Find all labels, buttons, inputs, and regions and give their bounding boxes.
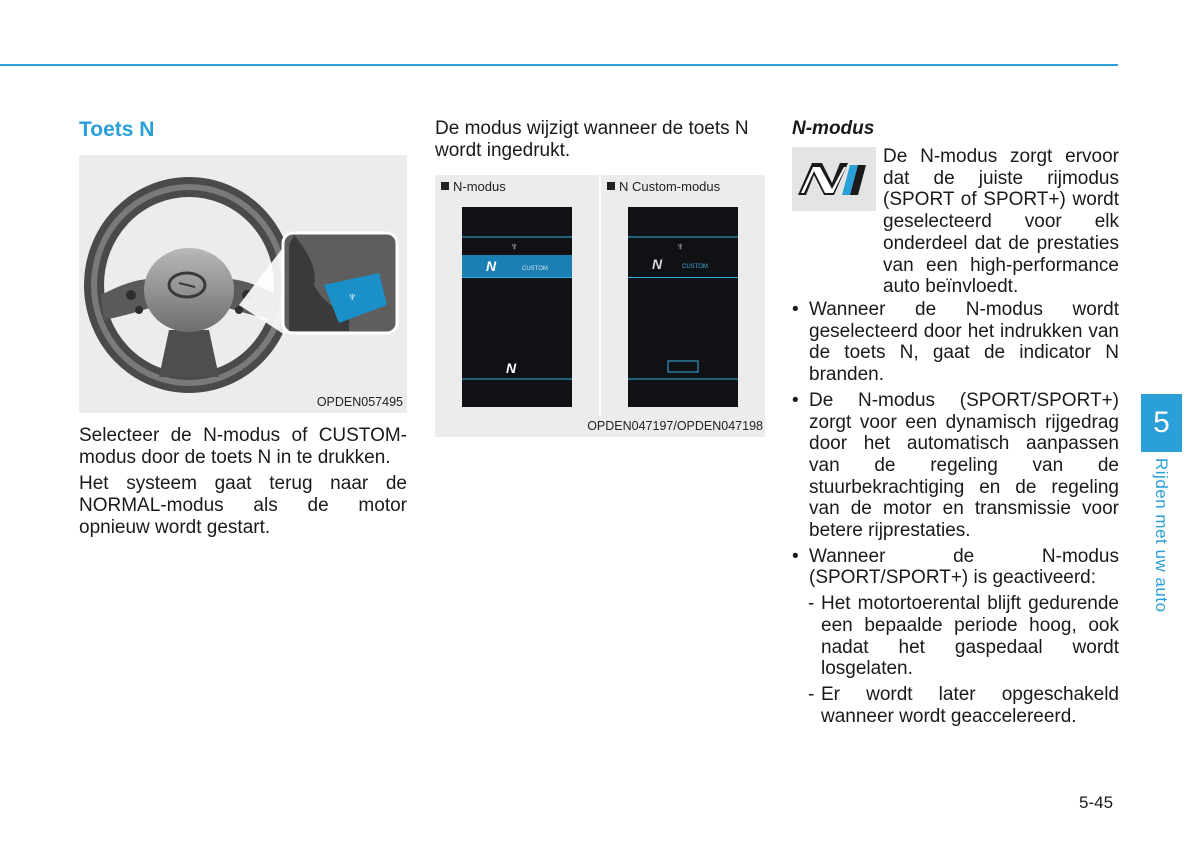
square-bullet-icon [441,182,449,190]
display-screen [462,207,572,407]
section-heading-toets-n: Toets N [79,118,155,141]
page-number: 5-45 [1079,793,1114,812]
n-mode-logo [792,147,876,211]
figure-code: OPDEN047197/OPDEN047198 [587,419,763,433]
svg-text:N: N [486,258,497,274]
sub-list-item: - Het motortoerental blijft gedurende een bepaalde periode hoog, ook nadat het gaspedaal wordt losgelaten. [808,593,1119,680]
mode-screens-figure [435,175,765,437]
square-bullet-icon [607,182,615,190]
list-item: • Wanneer de N-modus wordt geselecteerd door het indrukken van de toets N, gaat de indicator N branden. [792,299,1119,386]
bullet-icon: • [792,299,799,320]
dash-icon: - [808,683,815,705]
chapter-tab-title: Rijden met uw auto [1152,458,1171,613]
figure-code: OPDEN057495 [316,395,403,409]
n-logo-icon [792,147,876,211]
panel-label: N-modus [453,179,506,194]
bullet-icon: • [792,545,799,567]
svg-text:♆: ♆ [347,288,358,304]
steering-wheel-illustration [79,155,407,413]
dash-icon: - [808,593,815,615]
paragraph: De modus wijzigt wanneer de toets N wordt ingedrukt. [435,118,749,161]
section-heading-n-modus: N-modus [792,118,875,139]
svg-text:♆: ♆ [510,241,519,253]
paragraph: Selecteer de N-modus of CUSTOM-modus door de toets N in te drukken. [79,425,407,468]
screen-label: CUSTOM [682,264,708,270]
svg-text:♆: ♆ [676,241,685,253]
n-mode-panel [435,175,599,415]
list-item: • Wanneer de N-modus (SPORT/SPORT+) is geactiveerd: [792,545,1119,589]
bullet-icon: • [792,389,799,411]
paragraph: Het systeem gaat terug naar de NORMAL-modus als de motor opnieuw wordt gestart. [79,473,407,538]
steering-wheel-figure [79,155,407,413]
header-rule [0,64,1118,66]
n-custom-mode-panel [601,175,765,415]
display-screen [628,207,738,407]
panel-label: N Custom-modus [619,179,721,194]
svg-text:N: N [506,360,517,376]
chapter-tab-number: 5 [1141,394,1182,452]
sub-list-item: - Er wordt later opgeschakeld wanneer wordt geaccelereerd. [808,683,1119,727]
list-item: • De N-modus (SPORT/SPORT+) zorgt voor een dynamisch rijgedrag door het automatisch aanpassen van de regeling van de stuurbekrachtiging en de regeling van de motor en transmissie voor betere rijprestaties. [792,389,1119,542]
paragraph: De N-modus zorgt ervoor dat de juiste rijmodus (SPORT of SPORT+) wordt geselecteerd voor elk onderdeel dat de prestaties van een high-performance auto beïnvloedt. [883,146,1119,298]
svg-text:N: N [652,256,663,272]
screen-label: CUSTOM [522,266,548,272]
